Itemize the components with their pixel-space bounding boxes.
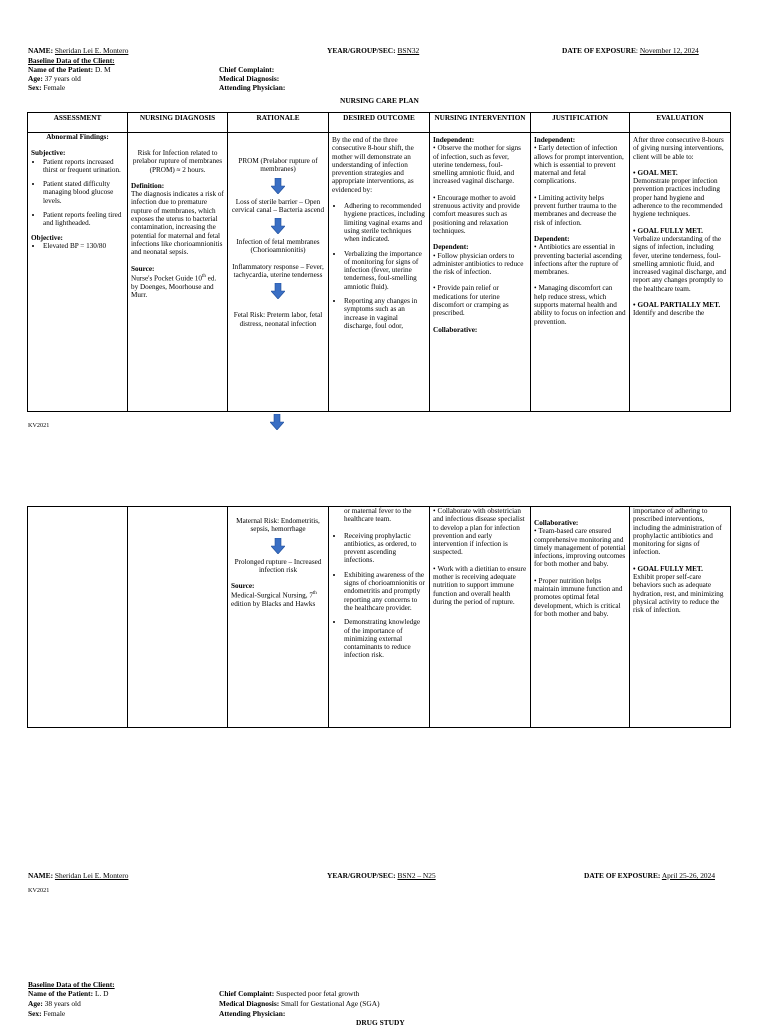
diagnosis-cell xyxy=(128,133,228,412)
intervention-cell xyxy=(430,133,531,412)
medical-diagnosis-value: Small for Gestational Age (SGA) xyxy=(281,999,380,1008)
header-nursing-diagnosis: NURSING DIAGNOSIS xyxy=(128,113,228,133)
source-text: Medical-Surgical Nursing, 7th edition by Blacks and Hawks xyxy=(231,591,317,609)
rationale-cell xyxy=(228,133,329,412)
header-desired-outcome: DESIRED OUTCOME xyxy=(329,113,430,133)
definition-text: The diagnosis indicates a risk of infection due to premature rupture of membranes, which exposes the uterus to bacterial contamination, increasing the potential for maternal and fetal infections like chorioamnionitis and neonatal sepsis. xyxy=(131,190,224,257)
year-line-2: YEAR/GROUP/SEC: BSN2 – N25 xyxy=(327,871,436,880)
list-item: • Elevated BP = 130/80 xyxy=(43,242,124,250)
outcome-intro: By the end of the three consecutive 8-hour shift, the mother will demonstrate an understanding of infection prevention strategies and appropriate interventions, as evidenced by: xyxy=(332,136,414,194)
medical-diagnosis-line: Medical Diagnosis: Small for Gestational Age (SGA) xyxy=(219,999,380,1008)
outcome-continued: or maternal fever to the healthcare team. xyxy=(344,507,412,524)
desired-outcome-cell xyxy=(329,133,430,412)
abnormal-findings-label: Abnormal Findings: xyxy=(46,133,109,141)
goal-label: • GOAL FULLY MET. xyxy=(633,565,727,573)
date-label: DATE OF EXPOSURE xyxy=(584,871,658,880)
objective-label: Objective: xyxy=(31,233,63,242)
name-value: Sheridan Lei E. Montero xyxy=(54,871,129,880)
header-assessment: ASSESSMENT xyxy=(28,113,128,133)
list-item: • Demonstrating knowledge of the importance of minimizing external contaminants to reduce infection risk. xyxy=(344,618,426,659)
collaborative-label: Collaborative: xyxy=(534,519,579,527)
list-item: • Patient stated difficulty managing blood glucose levels. xyxy=(43,180,124,205)
date-value: November 12, 2024 xyxy=(639,46,699,55)
down-arrow-icon xyxy=(271,283,285,299)
subjective-list xyxy=(31,158,124,228)
intervention-item: • Work with a dietitian to ensure mother is receiving adequate nutrition to support immune function and overall health during the period of rupture. xyxy=(433,565,527,606)
diagnosis-cell xyxy=(128,507,228,728)
patient-label: Name of the Patient xyxy=(28,65,91,74)
sex-label: Sex xyxy=(28,1009,40,1018)
name-value: Sheridan Lei E. Montero xyxy=(54,46,129,55)
age-label: Age xyxy=(28,74,41,83)
date-line: DATE OF EXPOSURE: November 12, 2024 xyxy=(562,46,699,55)
drug-study-title: DRUG STUDY xyxy=(356,1018,405,1027)
sex-label: Sex xyxy=(28,83,40,92)
attending-physician-label: Attending Physician: xyxy=(219,83,286,92)
intervention-cell xyxy=(430,507,531,728)
justification-item: • Limiting activity helps prevent further trauma to the membranes and decrease the risk of infection. xyxy=(534,194,626,227)
footer-code: KV2021 xyxy=(28,422,50,429)
sex-line: Sex: Female xyxy=(28,83,66,92)
objective-list xyxy=(31,242,124,250)
patient-value: L. D xyxy=(94,989,109,998)
header-rationale: RATIONALE xyxy=(228,113,329,133)
age-value: 38 years old xyxy=(44,999,81,1008)
assessment-cell xyxy=(28,507,128,728)
name-label: NAME xyxy=(28,871,51,880)
source-text: Nurse's Pocket Guide 10th ed. by Doenges, Moorhouse and Murr. xyxy=(131,273,217,299)
desired-outcome-cell xyxy=(329,507,430,728)
header-justification: JUSTIFICATION xyxy=(531,113,630,133)
medical-diagnosis-label: Medical Diagnosis: xyxy=(219,74,280,83)
name-line-2: NAME: Sheridan Lei E. Montero xyxy=(28,871,129,880)
intervention-item: • Observe the mother for signs of infection, such as fever, uterine tenderness, foul-smelling amniotic fluid, and increased vaginal discharge. xyxy=(433,144,527,185)
list-item: • Patient reports feeling tired and lightheaded. xyxy=(43,211,124,228)
goal-text: Identify and describe the xyxy=(633,309,705,318)
intervention-item: • Collaborate with obstetrician and infectious disease specialist to develop a plan for infection prevention and early intervention if infection is suspected. xyxy=(433,507,527,557)
independent-label: Independent: xyxy=(534,136,576,144)
rationale-cell xyxy=(228,507,329,728)
down-arrow-icon xyxy=(271,218,285,234)
patient-line: Name of the Patient: D. M xyxy=(28,65,111,74)
justification-item: • Managing discomfort can help reduce stress, which supports maternal health and ability to focus on infection and prevention. xyxy=(534,284,626,325)
evaluation-cell xyxy=(630,507,731,728)
justification-item: • Proper nutrition helps maintain immune function and promotes optimal fetal development, which is critical for both mother and baby. xyxy=(534,577,626,618)
justification-item: • Team-based care ensured comprehensive monitoring and timely management of potential infections, improving outcomes for both mother and baby. xyxy=(534,527,626,568)
date-label: DATE OF EXPOSURE xyxy=(562,46,636,55)
goal-text: Verbalize understanding of the signs of infection, including fever, uterine tenderness, foul-smelling amniotic fluid, and increased vaginal discharge, and report any changes promptly to the healthcare team. xyxy=(633,234,727,293)
goal-label: • GOAL MET. xyxy=(633,169,727,177)
patient-line-2: Name of the Patient: L. D xyxy=(28,989,109,998)
dependent-label: Dependent: xyxy=(433,243,469,252)
list-item: • Reporting any changes in symptoms such as an increase in vaginal discharge, foul odor, xyxy=(344,297,426,330)
header-evaluation: EVALUATION xyxy=(630,113,731,133)
header-nursing-intervention: NURSING INTERVENTION xyxy=(430,113,531,133)
source-label: Source: xyxy=(231,582,255,591)
list-item: • Exhibiting awareness of the signs of chorioamnionitis or endometritis and promptly reporting any concerns to the healthcare provider. xyxy=(344,571,426,612)
intervention-item: • Encourage mother to avoid strenuous activity and provide comfort measures such as positioning and relaxation techniques. xyxy=(433,194,527,235)
patient-value: D. M xyxy=(94,65,111,74)
justification-cell xyxy=(531,507,630,728)
date-line-2: DATE OF EXPOSURE: April 25-26, 2024 xyxy=(584,871,716,880)
chief-complaint-label: Chief Complaint: xyxy=(219,65,275,74)
care-plan-table xyxy=(27,112,731,412)
justification-item: • Early detection of infection allows for prompt intervention, which is essential to prevent maternal and fetal complications. xyxy=(534,144,626,185)
list-item: • Patient reports increased thirst or frequent urination. xyxy=(43,158,124,175)
age-value: 37 years old xyxy=(44,74,81,83)
care-plan-title: NURSING CARE PLAN xyxy=(340,96,419,105)
age-label: Age xyxy=(28,999,41,1008)
justification-item: • Antibiotics are essential in preventing bacterial ascending infections after the rupture of membranes. xyxy=(534,243,626,276)
patient-label: Name of the Patient xyxy=(28,989,91,998)
sex-line-2: Sex: Female xyxy=(28,1009,66,1018)
name-label: NAME xyxy=(28,46,51,55)
rationale-step-2: Loss of sterile barrier – Open cervical canal – Bacteria ascend xyxy=(231,197,325,214)
goal-text: Demonstrate proper infection prevention practices including proper hand hygiene and adherence to the recommended hygiene techniques. xyxy=(633,177,723,219)
care-plan-table-continued xyxy=(27,506,731,728)
evaluation-continued: importance of adhering to prescribed interventions, including the administration of prophylactic antibiotics and monitoring for signs of infection. xyxy=(633,507,722,557)
down-arrow-icon xyxy=(270,414,284,430)
year-value: BSN32 xyxy=(397,46,420,55)
assessment-cell xyxy=(28,133,128,412)
year-label: YEAR/GROUP/SEC xyxy=(327,46,394,55)
chief-complaint-value: Suspected poor fetal growth xyxy=(276,989,360,998)
attending-physician-label: Attending Physician: xyxy=(219,1009,286,1018)
chief-complaint-line: Chief Complaint: Suspected poor fetal growth xyxy=(219,989,360,998)
medical-diagnosis-label: Medical Diagnosis xyxy=(219,999,277,1008)
intervention-item: • Provide pain relief or medications for uterine discomfort or cramping as prescribed. xyxy=(433,284,527,317)
chief-complaint-label: Chief Complaint xyxy=(219,989,272,998)
rationale-step-1: PROM (Prelabor rupture of membranes) xyxy=(238,157,318,174)
down-arrow-icon xyxy=(271,178,285,194)
rationale-step-7: Prolonged rupture – Increased infection risk xyxy=(234,557,322,574)
collaborative-label: Collaborative: xyxy=(433,325,478,334)
baseline-heading-2: Baseline Data of the Client: xyxy=(28,980,115,989)
list-item: • Adhering to recommended hygiene practices, including limiting vaginal exams and using sterile techniques when indicated. xyxy=(344,202,426,243)
age-line-2: Age: 38 years old xyxy=(28,999,81,1008)
goal-text: Exhibit proper self-care behaviors such as adequate hydration, rest, and minimizing physical activity to reduce the risk of infection. xyxy=(633,573,724,615)
list-item: • Verbalizing the importance of monitoring for signs of infection (fever, uterine tenderness, foul-smelling amniotic fluid). xyxy=(344,250,426,291)
age-line: Age: 37 years old xyxy=(28,74,81,83)
sex-value: Female xyxy=(43,83,66,92)
independent-label: Independent: xyxy=(433,136,475,144)
evaluation-cell xyxy=(630,133,731,412)
justification-cell xyxy=(531,133,630,412)
goal-label: • GOAL FULLY MET. xyxy=(633,227,727,235)
footer-code-2: KV2021 xyxy=(28,887,50,894)
goal-label: • GOAL PARTIALLY MET. xyxy=(633,301,727,309)
sex-value: Female xyxy=(43,1009,66,1018)
baseline-heading: Baseline Data of the Client: xyxy=(28,56,115,65)
subjective-label: Subjective: xyxy=(31,149,66,158)
down-arrow-icon xyxy=(271,538,285,554)
source-label: Source: xyxy=(131,264,155,273)
year-label: YEAR/GROUP/SEC xyxy=(327,871,394,880)
year-line: YEAR/GROUP/SEC: BSN32 xyxy=(327,46,420,55)
outcome-list xyxy=(332,202,426,330)
year-value: BSN2 – N25 xyxy=(397,871,436,880)
rationale-step-3: Infection of fetal membranes (Chorioamnionitis) xyxy=(236,238,320,255)
evaluation-intro: After three consecutive 8-hours of giving nursing interventions, client will be able to: xyxy=(633,136,724,161)
rationale-step-6: Maternal Risk: Endometritis, sepsis, hemorrhage xyxy=(236,517,320,534)
intervention-item: • Follow physician orders to administer antibiotics to reduce the risk of infection. xyxy=(433,252,527,277)
diagnosis-statement: Risk for Infection related to prelabor rupture of membranes (PROM) ≈ 2 hours. xyxy=(132,149,223,174)
outcome-list xyxy=(332,532,426,660)
dependent-label: Dependent: xyxy=(534,234,570,243)
list-item: • Receiving prophylactic antibiotics, as ordered, to prevent ascending infections. xyxy=(344,532,426,565)
rationale-step-5: Fetal Risk: Preterm labor, fetal distress, neonatal infection xyxy=(233,311,323,328)
date-value: April 25-26, 2024 xyxy=(661,871,716,880)
name-line: NAME: Sheridan Lei E. Montero xyxy=(28,46,129,55)
definition-label: Definition: xyxy=(131,181,165,190)
rationale-step-4: Inflammatory response – Fever, tachycardia, uterine tenderness xyxy=(232,262,324,280)
